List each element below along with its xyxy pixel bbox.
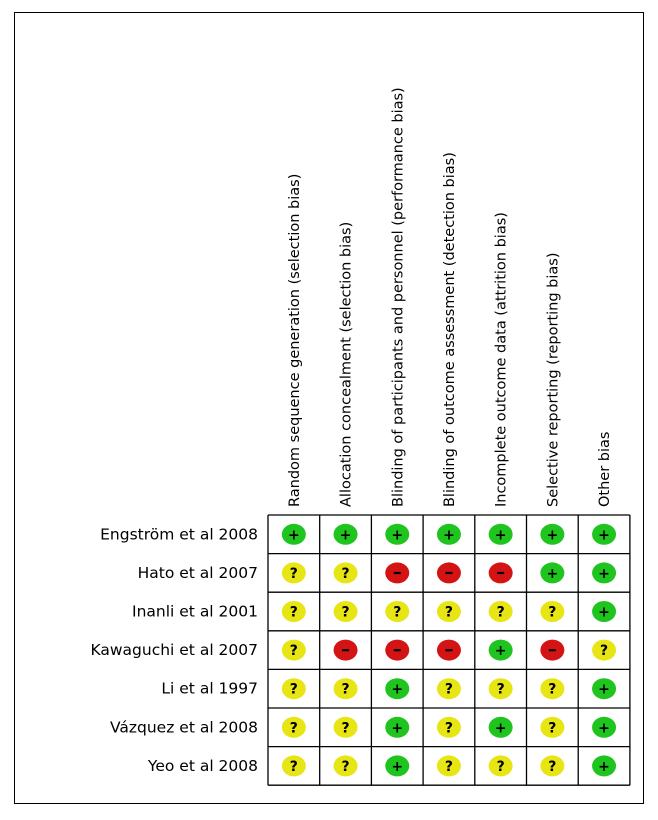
- study-label: Engström et al 2008: [100, 525, 258, 544]
- plus-icon: +: [598, 720, 610, 737]
- rating-cell: [385, 640, 409, 661]
- question-icon: ?: [548, 604, 557, 621]
- rating-cell: [592, 562, 616, 583]
- question-icon: ?: [444, 720, 454, 737]
- column-label: Allocation concealment (selection bias): [338, 221, 355, 507]
- column-label: Selective reporting (reporting bias): [545, 252, 562, 507]
- rating-cell: [282, 562, 306, 583]
- question-icon: ?: [289, 681, 298, 698]
- minus-icon: [394, 649, 401, 651]
- plus-icon: +: [598, 604, 610, 621]
- rating-cell: [334, 640, 358, 661]
- rating-cell: [489, 755, 513, 776]
- column-label: Blinding of participants and personnel (performance bias): [390, 87, 407, 507]
- rating-cell: [592, 640, 616, 661]
- minus-icon: [445, 649, 452, 651]
- rating-cell: [489, 562, 513, 583]
- question-icon: ?: [289, 643, 298, 660]
- question-icon: ?: [444, 604, 454, 621]
- plus-icon: +: [391, 527, 404, 544]
- plus-icon: +: [598, 565, 610, 582]
- question-icon: ?: [548, 758, 557, 775]
- rating-cell: [540, 717, 564, 738]
- minus-icon: [549, 649, 556, 651]
- study-label: Vázquez et al 2008: [109, 718, 258, 737]
- question-icon: ?: [496, 758, 505, 775]
- question-icon: ?: [393, 604, 402, 621]
- rating-cell: [282, 601, 306, 622]
- rating-cell: [437, 640, 461, 661]
- rating-cell: [540, 524, 564, 545]
- question-icon: ?: [289, 720, 298, 737]
- rating-cell: [437, 717, 461, 738]
- question-icon: ?: [289, 604, 298, 621]
- rating-cell: [385, 755, 409, 776]
- question-icon: ?: [341, 758, 350, 775]
- question-icon: ?: [496, 604, 505, 621]
- plus-icon: +: [546, 565, 559, 582]
- plus-icon: +: [391, 720, 404, 737]
- study-label: Yeo et al 2008: [147, 756, 258, 775]
- rating-cell: [282, 524, 306, 545]
- question-icon: ?: [341, 565, 350, 582]
- rating-cell: [489, 717, 513, 738]
- rating-cell: [385, 717, 409, 738]
- rating-cells: [282, 524, 616, 777]
- rating-cell: [334, 717, 358, 738]
- rating-cell: [540, 755, 564, 776]
- minus-icon: [497, 572, 504, 574]
- rating-cell: [334, 524, 358, 545]
- study-label: Li et al 1997: [161, 679, 258, 698]
- rating-cell: [489, 524, 513, 545]
- rating-cell: [334, 755, 358, 776]
- question-icon: ?: [341, 681, 350, 698]
- question-icon: ?: [341, 720, 350, 737]
- minus-icon: [445, 572, 452, 574]
- plus-icon: +: [443, 527, 455, 544]
- rating-cell: [592, 678, 616, 699]
- rating-cell: [540, 678, 564, 699]
- plus-icon: +: [391, 758, 404, 775]
- rating-cell: [489, 640, 513, 661]
- rating-cell: [282, 717, 306, 738]
- column-label: Other bias: [597, 431, 614, 507]
- plus-icon: +: [494, 643, 507, 660]
- column-label: Random sequence generation (selection bias): [286, 173, 303, 507]
- question-icon: ?: [289, 565, 298, 582]
- rating-cell: [385, 678, 409, 699]
- rating-cell: [540, 601, 564, 622]
- rating-cell: [540, 562, 564, 583]
- rating-cell: [334, 601, 358, 622]
- question-icon: ?: [548, 681, 557, 698]
- plus-icon: +: [339, 527, 352, 544]
- rating-cell: [437, 601, 461, 622]
- rating-cell: [540, 640, 564, 661]
- plus-icon: +: [494, 720, 507, 737]
- minus-icon: [394, 572, 401, 574]
- plus-icon: +: [598, 527, 610, 544]
- rating-cell: [437, 524, 461, 545]
- column-label: Blinding of outcome assessment (detection bias): [441, 152, 458, 507]
- column-label: Incomplete outcome data (attrition bias): [493, 212, 510, 507]
- rating-cell: [334, 562, 358, 583]
- question-icon: ?: [444, 758, 454, 775]
- rating-cell: [437, 755, 461, 776]
- rating-cell: [334, 678, 358, 699]
- rating-cell: [282, 678, 306, 699]
- rating-cell: [385, 562, 409, 583]
- rating-cell: [385, 524, 409, 545]
- column-labels: [287, 87, 613, 507]
- rating-cell: [489, 601, 513, 622]
- plus-icon: +: [287, 527, 300, 544]
- plus-icon: +: [598, 681, 610, 698]
- rating-cell: [592, 755, 616, 776]
- rating-cell: [385, 601, 409, 622]
- rating-cell: [282, 755, 306, 776]
- question-icon: ?: [289, 758, 298, 775]
- question-icon: ?: [599, 643, 609, 660]
- plus-icon: +: [598, 758, 610, 775]
- rating-cell: [437, 562, 461, 583]
- study-label: Kawaguchi et al 2007: [90, 641, 258, 660]
- study-label: Hato et al 2007: [137, 563, 258, 582]
- plus-icon: +: [546, 527, 559, 544]
- question-icon: ?: [341, 604, 350, 621]
- question-icon: ?: [496, 681, 505, 698]
- rating-cell: [592, 601, 616, 622]
- plus-icon: +: [494, 527, 507, 544]
- rating-cell: [592, 524, 616, 545]
- rating-cell: [282, 640, 306, 661]
- question-icon: ?: [444, 681, 454, 698]
- study-label: Inanli et al 2001: [132, 602, 258, 621]
- rating-cell: [592, 717, 616, 738]
- rating-cell: [489, 678, 513, 699]
- question-icon: ?: [548, 720, 557, 737]
- minus-icon: [342, 649, 349, 651]
- plus-icon: +: [391, 681, 404, 698]
- row-labels: [90, 525, 258, 775]
- rating-cell: [437, 678, 461, 699]
